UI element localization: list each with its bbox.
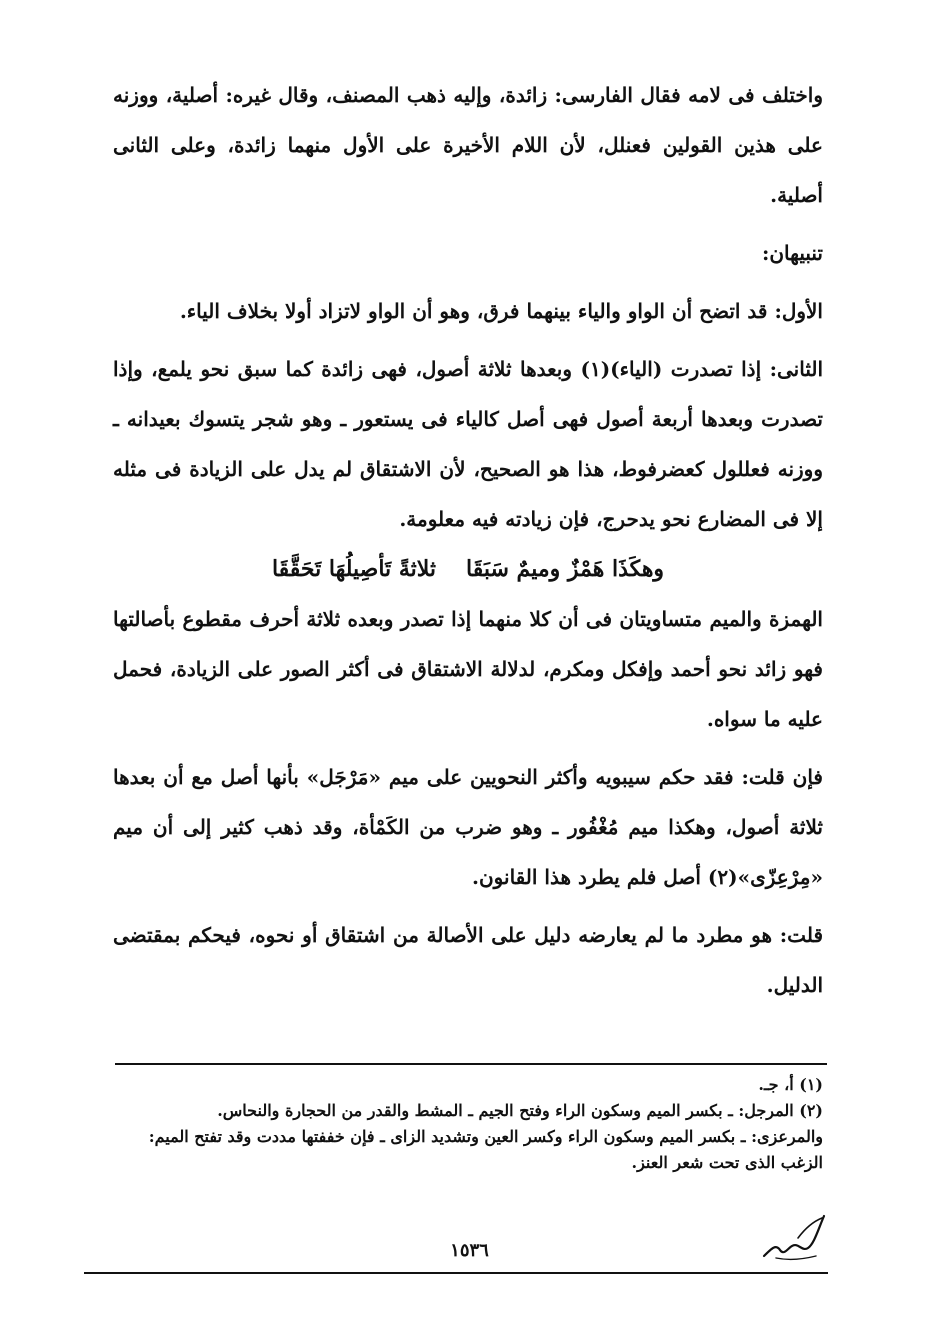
footnote-divider [115, 1063, 827, 1065]
note-first-lead: الأول: [774, 299, 823, 323]
verse-line [113, 544, 823, 594]
verse-first-hemistich: وهكَذَا هَمْزٌ وميمٌ سَبَقَا [465, 556, 665, 582]
verse-second-hemistich: ثلاثةً تَأصِيلُهَا تَحَقَّقَا [271, 556, 436, 582]
page-number: ١٥٣٦ [450, 1240, 489, 1261]
commentary-text: الهمزة والميم متساويتان فى أن كلا منهما إذا تصدر وبعده ثلاثة أحرف مقطوع بأصالتها فهو زائد نحو أحمد وإفكل ومكرم، لدلالة الاشتقاق فى أكثر الصور على الزيادة، فحمل عليه ما سواه. [113, 607, 823, 731]
footnote-2: (٢) المرجل: ـ بكسر الميم وسكون الراء وفتح الجيم ـ المشط والقدر من الحجارة والنحاس. [217, 1101, 823, 1120]
reply-text: هو مطرد ما لم يعارضه دليل على الأصالة من اشتقاق أو نحوه، فيحكم بمقتضى الدليل. [113, 923, 823, 997]
note-second-text: إذا تصدرت (الياء)(١) وبعدها ثلاثة أصول، فهى زائدة كما سبق نحو يلمع، وإذا تصدرت وبعدها أربعة أصول فهى أصل كالياء فى يستعور ـ وهو شجر يتسوك بعيدانه ـ ووزنه فعللول كعضرفوط، هذا هو الصحيح، لأن الاشتقاق لم يدل على الزيادة فى مثله إلا فى المضارع نحو يدحرج، فإن زيادته فيه معلومة. [113, 357, 823, 531]
bottom-divider [84, 1272, 828, 1274]
objection-text: فقد حكم سيبويه وأكثر النحويين على ميم «مَرْجَل» بأنها أصل مع أن بعدها ثلاثة أصول، وهكذا ميم مُغْفُور ـ وهو ضرب من الكَمْأة، وقد ذهب كثير إلى أن ميم «مِرْعِزّى»(٢) أصل فلم يطرد هذا القانون. [113, 765, 823, 889]
note-second [113, 344, 823, 544]
note-second-lead: الثانى: [769, 357, 824, 381]
section-heading: تنبيهان: [761, 241, 823, 265]
reply-lead: قلت: [779, 923, 823, 947]
note-first [113, 286, 823, 336]
objection-lead: فإن قلت: [741, 765, 823, 789]
reply-paragraph [113, 910, 823, 1010]
note-first-text: قد اتضح أن الواو والياء بينهما فرق، وهو أن الواو لاتزاد أولا بخلاف الياء. [179, 299, 775, 323]
footnote-1: (١) أ، جـ. [758, 1075, 823, 1094]
main-text [113, 70, 823, 1010]
footnote-2-continued: والمرعزى: ـ بكسر الميم وسكون الراء وكسر العين وتشديد الزاى ـ فإن خففتها مددت وقد تفتح الميم: الزغب الذى تحت شعر العنز. [148, 1127, 823, 1172]
paragraph-intro: واختلف فى لامه فقال الفارسى: زائدة، وإليه ذهب المصنف، وقال غيره: أصلية، ووزنه على هذين القولين فعنلل، لأن اللام الأخيرة على الأول منهما زائدة، وعلى الثانى أصلية. [113, 83, 823, 207]
commentary-paragraph [113, 594, 823, 744]
objection-paragraph [113, 752, 823, 902]
footnotes [113, 1072, 823, 1176]
